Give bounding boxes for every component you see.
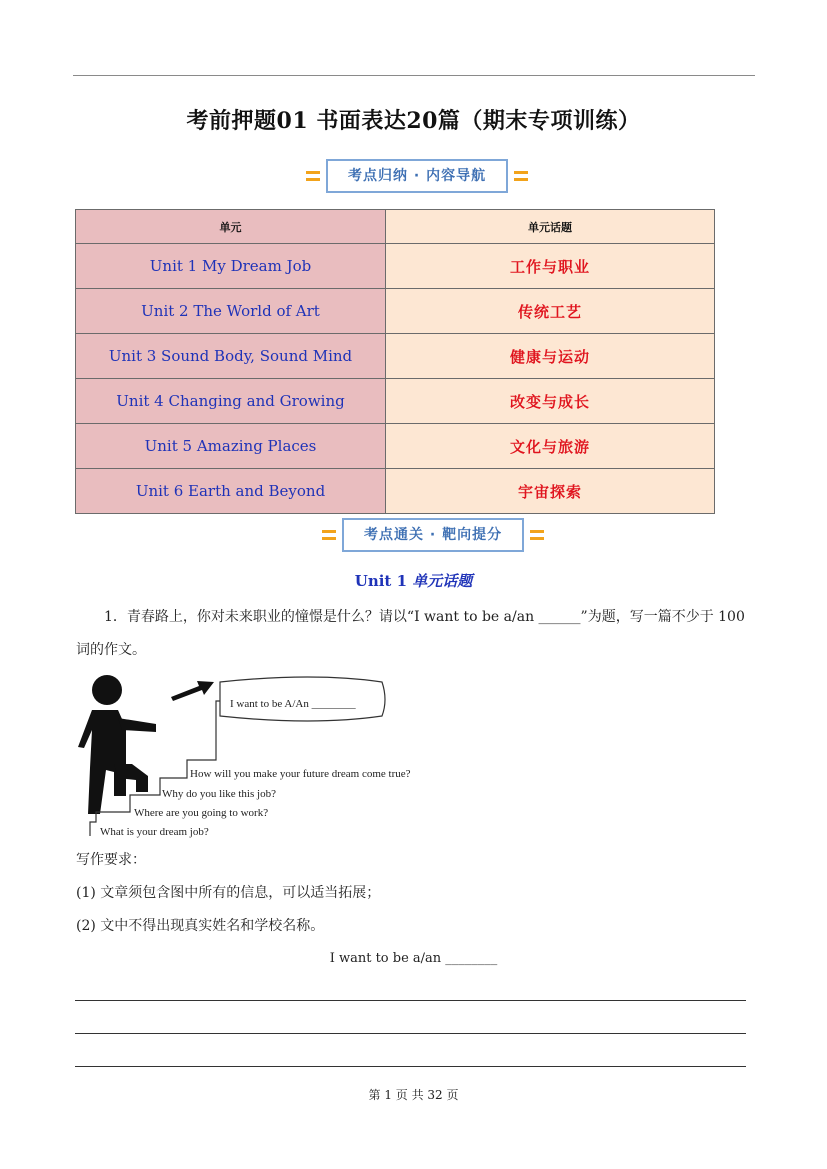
unit-cell: Unit 6 Earth and Beyond [76, 469, 386, 514]
table-header-row [76, 210, 715, 244]
table-row [76, 469, 715, 514]
section-unit: Unit 1 [354, 572, 413, 590]
banner-label: 考点通关 · 靶向提分 [342, 518, 524, 552]
writing-line [75, 1066, 746, 1067]
table-row [76, 334, 715, 379]
page-title: 考前押题01 书面表达20篇（期末专项训练） [186, 108, 641, 134]
unit-cell: Unit 1 My Dream Job [76, 244, 386, 289]
topic-cell: 文化与旅游 [386, 424, 715, 469]
step-text: How will you make your future dream come true? [190, 768, 411, 780]
section-heading [0, 570, 827, 591]
unit-cell: Unit 5 Amazing Places [76, 424, 386, 469]
table-row [76, 244, 715, 289]
writing-line [75, 1000, 746, 1001]
table-header-topic: 单元话题 [386, 210, 715, 244]
banner-practice [322, 517, 544, 553]
requirement-item: (1) 文章须包含图中所有的信息，可以适当拓展； [76, 885, 381, 901]
writing-line [75, 1033, 746, 1034]
banner-deco-left-icon [306, 167, 320, 185]
table-row [76, 424, 715, 469]
step-text: What is your dream job? [100, 826, 209, 838]
arrow-icon [171, 681, 214, 701]
topic-cell: 改变与成长 [386, 379, 715, 424]
topic-cell: 宇宙探索 [386, 469, 715, 514]
topic-cell: 传统工艺 [386, 289, 715, 334]
table-header-unit: 单元 [76, 210, 386, 244]
unit-cell: Unit 3 Sound Body, Sound Mind [76, 334, 386, 379]
step-text: Why do you like this job? [162, 788, 276, 800]
unit-cell: Unit 2 The World of Art [76, 289, 386, 334]
essay-title: I want to be a/an ________ [329, 951, 498, 966]
topic-cell: 工作与职业 [386, 244, 715, 289]
banner-deco-right-icon [514, 167, 528, 185]
stairs-illustration [74, 668, 454, 843]
table-row [76, 379, 715, 424]
question-text: 1．青春路上，你对未来职业的憧憬是什么？请以“I want to be a/an ______”为题，写一篇不少于 100 词的作文。 [76, 609, 745, 658]
flag-text: I want to be A/An ________ [230, 698, 356, 710]
banner-label: 考点归纳 · 内容导航 [326, 159, 508, 193]
table-row [76, 289, 715, 334]
requirement-item: (2) 文中不得出现真实姓名和学校名称。 [76, 918, 325, 934]
step-text: Where are you going to work? [134, 807, 269, 819]
banner-deco-right-icon [530, 526, 544, 544]
requirements-heading: 写作要求： [76, 852, 146, 868]
banner-content-nav [306, 158, 528, 194]
page-footer: 第 1 页 共 32 页 [368, 1088, 459, 1102]
topic-cell: 健康与运动 [386, 334, 715, 379]
unit-cell: Unit 4 Changing and Growing [76, 379, 386, 424]
person-icon [78, 675, 156, 814]
header-rule [73, 75, 755, 76]
banner-deco-left-icon [322, 526, 336, 544]
unit-topic-table [75, 209, 715, 514]
section-topic: 单元话题 [412, 572, 473, 590]
